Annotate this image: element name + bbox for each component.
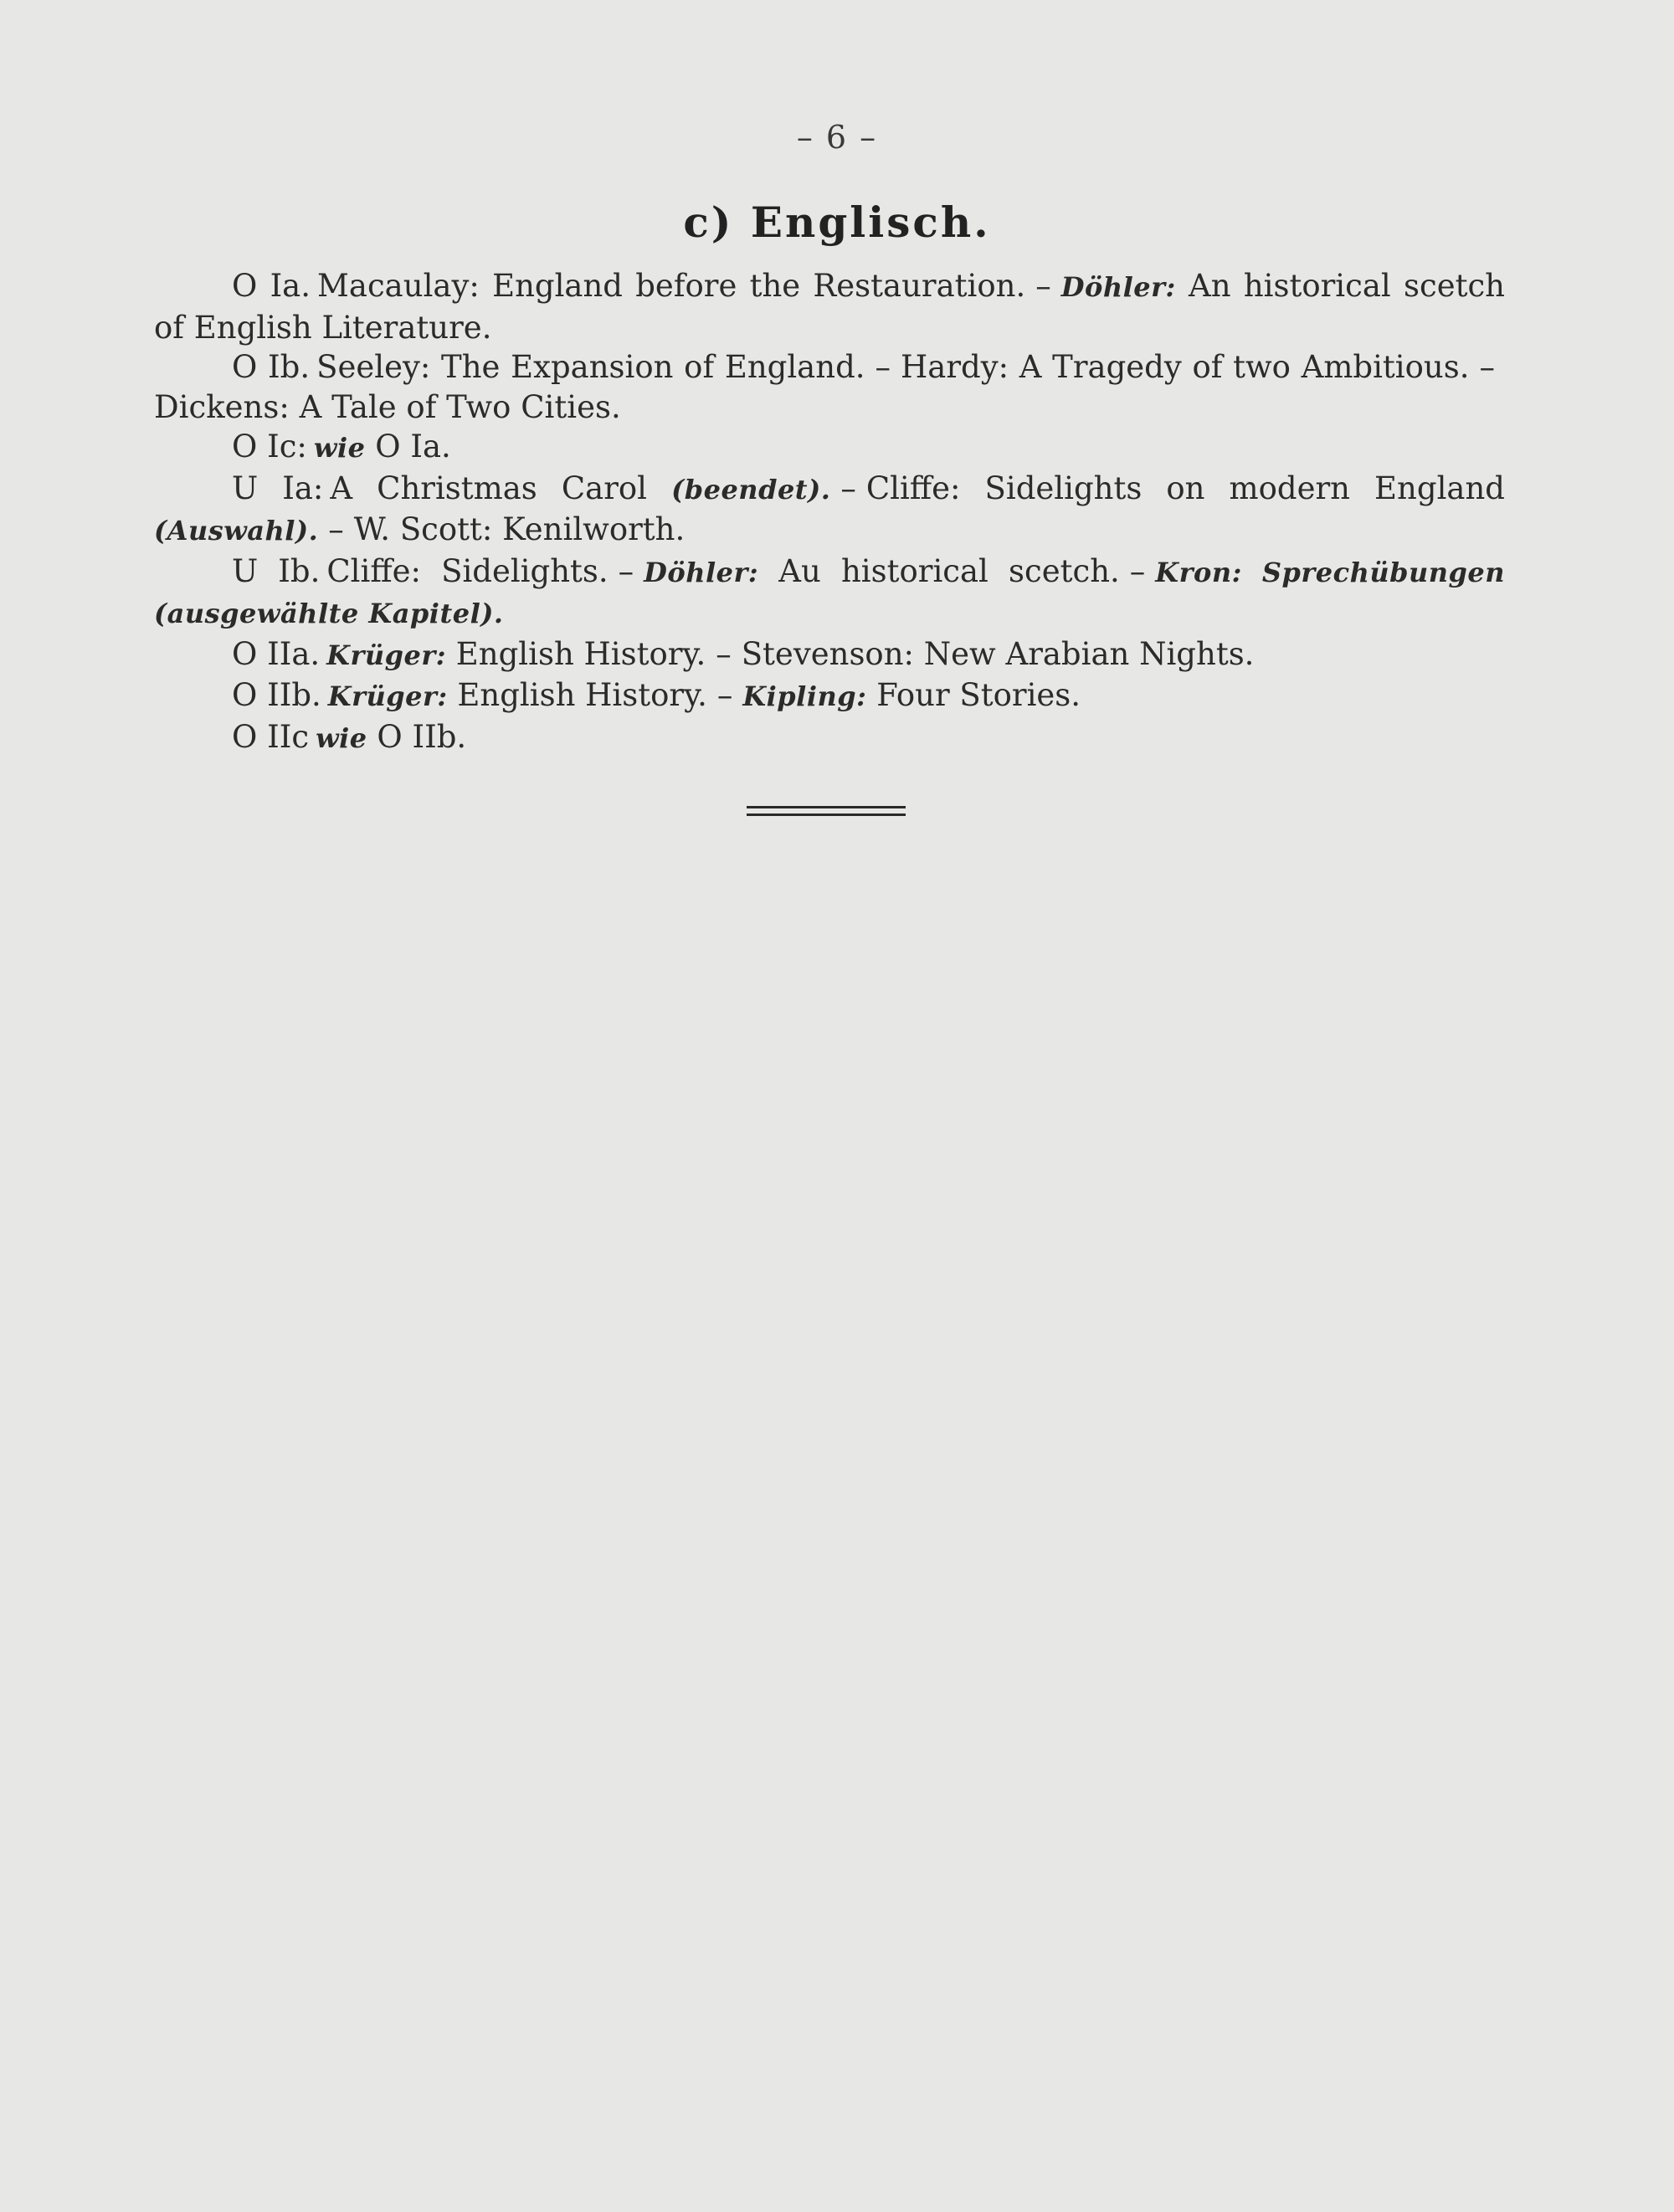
class-label: O IIc xyxy=(232,718,310,755)
entry-text: English History. xyxy=(447,677,707,713)
entry-text: English History. xyxy=(446,635,706,672)
class-label: O Ia. xyxy=(232,268,311,304)
fraktur-text: (beendet). xyxy=(671,473,831,506)
dash-separator: – xyxy=(618,552,634,589)
fraktur-text: wie xyxy=(313,432,366,464)
double-rule-divider xyxy=(747,806,906,817)
class-label: O IIb. xyxy=(232,677,321,713)
dash-separator: – xyxy=(716,677,733,713)
entry-text: A Christmas Carol xyxy=(330,470,672,506)
page-number: – 6 – xyxy=(796,119,878,156)
entry-text: Four Stories. xyxy=(866,677,1081,713)
dash-separator: – xyxy=(875,349,891,385)
dash-separator: – xyxy=(1479,349,1495,385)
entry-text: O IIb. xyxy=(367,718,467,755)
fraktur-text: (Auswahl). xyxy=(154,515,319,547)
fraktur-text: Kron: Sprechübungen (ausgewählte Kapitel). xyxy=(154,556,1505,629)
entry-text: An historical scetch of English Literature. xyxy=(154,268,1506,346)
reading-entry xyxy=(154,717,1505,759)
dash-separator: – xyxy=(328,511,344,547)
reading-list xyxy=(154,266,1505,758)
class-label: U Ia: xyxy=(232,470,324,506)
entry-text: W. Scott: Kenilworth. xyxy=(353,511,686,547)
fraktur-text: Döhler: xyxy=(644,556,759,588)
class-label: O Ic: xyxy=(232,429,307,464)
reading-entry xyxy=(154,347,1505,427)
dash-separator: – xyxy=(716,635,732,672)
entry-text: Cliffe: Sidelights on modern England xyxy=(865,470,1505,506)
fraktur-text: Döhler: xyxy=(1060,271,1176,303)
dash-separator: – xyxy=(1129,552,1146,589)
fraktur-text: Krüger: xyxy=(326,639,446,671)
entry-text: Cliffe: Sidelights. xyxy=(326,552,608,589)
entry-text: O Ia. xyxy=(365,429,451,464)
entry-text: Macaulay: England before the Restauration. xyxy=(317,268,1026,304)
section-heading: c) Englisch. xyxy=(683,198,991,247)
class-label: O Ib. xyxy=(232,349,311,385)
reading-entry xyxy=(154,427,1505,469)
entry-text: Dickens: A Tale of Two Cities. xyxy=(154,388,621,425)
class-label: U Ib. xyxy=(232,552,321,589)
dash-separator: – xyxy=(1035,268,1051,304)
reading-entry xyxy=(154,675,1505,717)
class-label: O IIa. xyxy=(232,635,321,672)
entry-text: Au historical scetch. xyxy=(758,552,1120,589)
reading-entry xyxy=(154,469,1505,552)
entry-text: Seeley: The Expansion of England. xyxy=(316,349,865,385)
reading-entry xyxy=(154,552,1505,634)
fraktur-text: Kipling: xyxy=(742,680,867,712)
dash-separator: – xyxy=(840,470,856,506)
reading-entry xyxy=(154,266,1505,347)
fraktur-text: Krüger: xyxy=(327,680,448,712)
entry-text: Hardy: A Tragedy of two Ambitious. xyxy=(901,349,1470,385)
entry-text: Stevenson: New Arabian Nights. xyxy=(741,635,1255,672)
divider-line-top xyxy=(747,806,906,808)
reading-entry xyxy=(154,634,1505,676)
fraktur-text: wie xyxy=(316,721,367,754)
divider-line-bottom xyxy=(747,813,906,816)
